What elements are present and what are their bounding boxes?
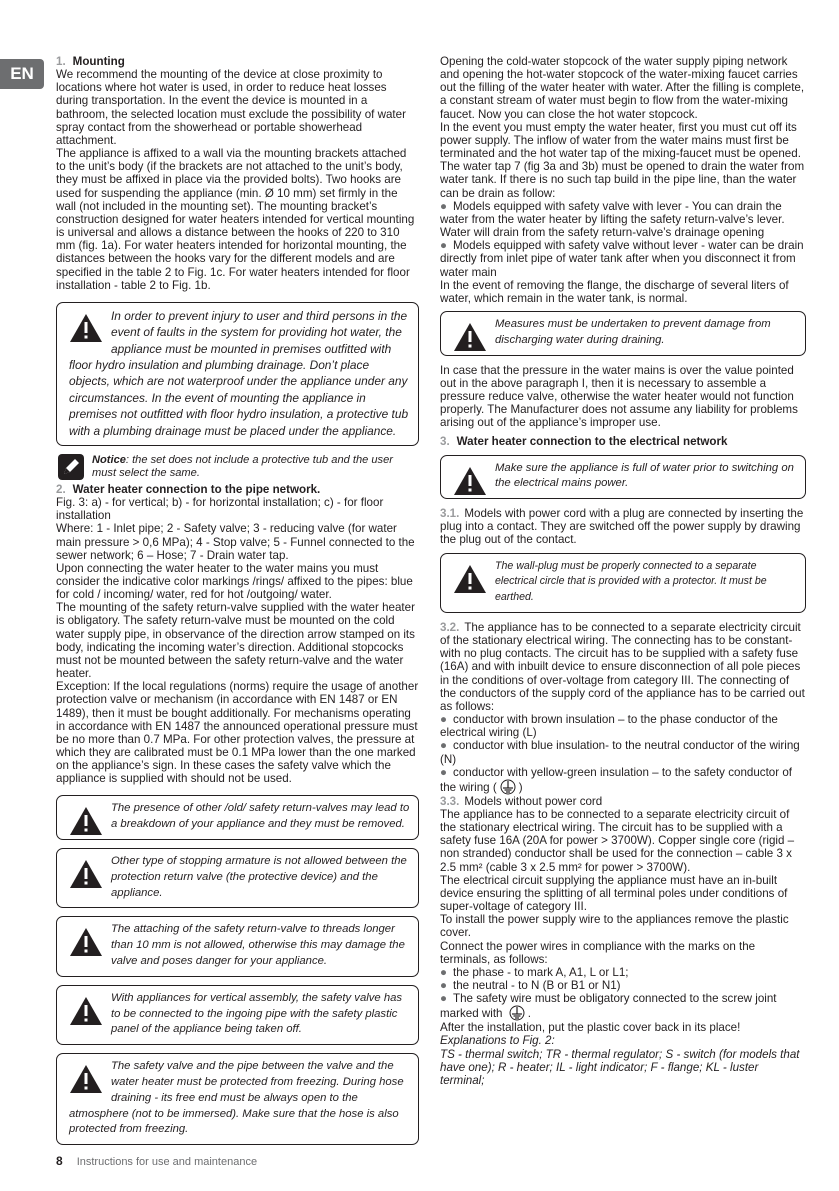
bullet-text-end: ) — [518, 780, 523, 794]
bullet-item — [440, 239, 806, 278]
paragraph: Upon connecting the water heater to the water mains you must consider the indicative color markings /rings/ affixed to the pipes: blue for cold / incoming/ water, red for hot /outgoing/ water. — [56, 561, 413, 602]
bullet-text: conductor with brown insulation – to the phase conductor of the electrical wiring (L) — [440, 713, 778, 740]
bullet-item — [440, 766, 806, 795]
paragraph: The appliance is affixed to a wall via the mounting brackets attached to the unit’s body (if the brackets are not attached to the unit’s body, they must be affixed in place via the provided bolts). Two hooks are used for suspending the appliance (min. Ø 10 mm) set firmly in the wall (not included in the mounting set). The mounting bracket’s construction designed for water heaters intended for vertical mounting is universal and allows a distance between the hooks of 220 to 310 mm (fig. 1a). For water heaters intended for horizontal mounting, the distances between the hooks vary for the different models and are specified in the table 2 to Fig. 1c. For water heaters intended for floor installation - table 2 to Fig. 1b. — [56, 147, 415, 292]
warning-text: The safety valve and the pipe between the valve and the water heater must be protected from freezing. During hose draining - its free end must be always open to the atmosphere (not to be immersed). Make sure that the hose is also protected from freezing. — [69, 1060, 404, 1136]
warning-icon — [453, 322, 487, 352]
warning-icon — [69, 996, 103, 1026]
pencil-icon — [58, 454, 84, 480]
warning-text: Make sure the appliance is full of water prior to switching on the electrical mains power. — [495, 461, 794, 490]
paragraph: To install the power supply wire to the appliances remove the plastic cover. — [440, 913, 789, 940]
subsection-heading — [440, 795, 806, 808]
right-column — [440, 55, 806, 1087]
paragraph: Opening the cold-water stopcock of the water supply piping network and opening the hot-water stopcock of the water-mixing faucet carries out the filling of the water heater with water. After the filling is complete, a constant stream of water must begin to flow from the water-mixing faucet. Now you can close the hot water stopcock. — [440, 55, 805, 121]
bullet-text: Models equipped with safety valve with lever - You can drain the water from the water heater by lifting the safety return-valve’s lever. Water will drain from the safety return-valve’s drainage opening — [440, 199, 785, 240]
paragraph: Where: 1 - Inlet pipe; 2 - Safety valve; 3 - reducing valve (for water main pressure > 0,6 MPa); 4 - Stop valve; 5 - Funnel connected to the sewer network; 6 – Hose; 7 - Drain water tap. — [56, 522, 415, 562]
language-tab: EN — [0, 59, 44, 89]
section-number: 1. — [56, 55, 66, 68]
warning-icon — [69, 859, 103, 889]
paragraph: The mounting of the safety return-valve supplied with the water heater is obligatory. The safety return-valve must be mounted on the cold water supply pipe, in observance of the direction arrow stamped on its body, indicating the incoming water’s direction. Additional stopcocks must not be mounted between the safety return-valve and the water heater. — [56, 601, 415, 681]
warning-text: The presence of other /old/ safety return-valves may lead to a breakdown of your appliance and they must be removed. — [111, 802, 410, 831]
page-footer — [56, 1154, 257, 1168]
bullet-icon: ● — [440, 199, 448, 213]
warning-icon — [69, 1064, 103, 1094]
warning-text: In order to prevent injury to user and third persons in the event of faults in the system for providing hot water, the appliance must be mounted in premises outfitted with floor hydro insulation and plumbing drainage. Don’t place objects, which are not waterproof under the appliance under any circumstances. In the event of mounting the appliance in premises not outfitted with floor hydro insulation, a protective tub with a plumbing drainage must be placed under the appliance. — [69, 308, 409, 438]
bullet-item — [440, 966, 806, 979]
warning-box — [440, 455, 806, 500]
paragraph: Exception: If the local regulations (norms) require the usage of another protection valve or mechanism (in accordance with EN 1487 or EN 1489), then it must be bought additionally. For mechanisms operating in accordance with EN 1487 the announced operational pressure must be no more than 0.7 MPa. For other protection valves, the pressure at which they are calibrated must be 0.1 MPa lower than the one marked on the appliance’s sign. In these cases the safety valve which the appliance is supplied with should not be used. — [56, 680, 419, 786]
earth-ground-icon — [497, 779, 519, 795]
bullet-text: The safety wire must be obligatory connected to the screw joint marked with — [440, 992, 777, 1021]
warning-text: Measures must be undertaken to prevent damage from discharging water during draining. — [495, 317, 771, 346]
paragraph: In the event of removing the flange, the discharge of several liters of water, which remain in the water tank, is normal. — [440, 278, 789, 305]
section-title: Water heater connection to the electrical network — [456, 435, 728, 449]
paragraph: We recommend the mounting of the device at close proximity to locations where hot water is used, in order to reduce heat losses during transportation. In the event the device is mounted in a bathroom, the selected location must exclude the possibility of water spray contact from the showerhead or portable showerhead attachment. — [56, 68, 406, 147]
warning-box — [56, 848, 419, 908]
bullet-item — [440, 739, 806, 765]
paragraph-text: The appliance has to be connected to a separate electricity circuit of the stationary electrical wiring. The connecting has to be constant- with no plug contacts. The circuit has to be supplied with a safety fuse (16A) and with inbuilt device to ensure disconnection of all pole pieces in the conditions of over-voltage from category III. The connecting of the conductors of the supply cord of the appliance has to be carried out as follows: — [440, 620, 805, 713]
section-title: Water heater connection to the pipe network. — [72, 482, 321, 496]
warning-icon — [69, 927, 103, 957]
section-3-heading — [440, 435, 806, 448]
warning-text: Other type of stopping armature is not allowed between the protection return valve (the protective device) and the appliance. — [111, 855, 407, 899]
bullet-text: the neutral - to N (B or B1 or N1) — [453, 979, 621, 993]
bullet-text-end: . — [527, 1007, 531, 1021]
bullet-item — [440, 200, 806, 239]
bullet-icon: ● — [440, 992, 448, 1006]
bullet-text: conductor with yellow-green insulation – to the safety conductor of the wiring ( — [440, 765, 793, 794]
bullet-icon: ● — [440, 713, 448, 727]
section-2-heading — [56, 483, 419, 496]
warning-text: With appliances for vertical assembly, the safety valve has to be connected to the ingoing pipe with the safety plastic panel of the appliance being taken off. — [111, 991, 403, 1036]
warning-box — [440, 553, 806, 613]
left-column — [56, 55, 419, 1153]
warning-text: The attaching of the safety return-valve to threads longer than 10 mm is not allowed, otherwise this may damage the valve and poses danger for your appliance. — [111, 923, 405, 968]
bullet-icon: ● — [440, 239, 448, 253]
subsection-number: 3.2. — [440, 620, 460, 634]
bullet-item — [440, 713, 806, 739]
warning-box — [56, 985, 419, 1045]
bullet-text: the phase - to mark A, A1, L or L1; — [453, 965, 629, 979]
paragraph: Fig. 3: a) - for vertical; b) - for horizontal installation; c) - for floor installation — [56, 496, 384, 523]
subsection-number: 3.1. — [440, 507, 460, 521]
notice — [56, 454, 419, 481]
warning-box — [56, 302, 419, 446]
warning-box — [56, 916, 419, 976]
warning-icon — [453, 466, 487, 496]
subsection-number: 3.3. — [440, 794, 460, 808]
section-number: 2. — [56, 482, 66, 496]
paragraph: After the installation, put the plastic cover back in its place! — [440, 1021, 741, 1035]
warning-box — [56, 795, 419, 840]
paragraph — [440, 507, 806, 546]
bullet-text: Models equipped with safety valve without lever - water can be drain directly from inlet pipe of water tank after when you disconnect it from water main — [440, 239, 804, 279]
subsection-title: Models without power cord — [464, 794, 603, 808]
bullet-icon: ● — [440, 739, 448, 753]
bullet-icon: ● — [440, 979, 448, 993]
notice-label: Notice — [92, 454, 126, 467]
earth-ground-icon — [506, 1005, 528, 1021]
section-1-heading — [56, 55, 419, 68]
warning-icon — [69, 313, 103, 343]
bullet-icon: ● — [440, 965, 448, 979]
warning-icon — [69, 806, 103, 836]
explanations-text: TS - thermal switch; TR - thermal regulator; S - switch (for models that have one); R - heater; IL - light indicator; F - flange; KL - luster terminal; — [440, 1047, 800, 1087]
bullet-icon: ● — [440, 765, 448, 779]
paragraph: In case that the pressure in the water mains is over the value pointed out in the above paragraph I, then it is necessary to assemble a pressure reduce valve, otherwise the water heater would not function properly. The Manufacturer does not assume any liability for problems arising out of the appliance’s improper use. — [440, 363, 798, 430]
warning-box — [56, 1053, 419, 1145]
page-number: 8 — [56, 1154, 63, 1168]
paragraph: In the event you must empty the water heater, first you must cut off its power supply. The inflow of water from the water mains must first be terminated and the hot water tap of the mixing-faucet must be opened. The water tap 7 (fig 3a and 3b) must be opened to drain the water from water tank. If there is no such tap build in the pipe line, than the water can be drain as follow: — [440, 120, 805, 200]
section-title: Mounting — [72, 55, 125, 68]
warning-box — [440, 311, 806, 356]
warning-icon — [453, 564, 487, 594]
paragraph: Connect the power wires in compliance with the marks on the terminals, as follows: — [440, 939, 756, 966]
bullet-item — [440, 992, 806, 1021]
paragraph: The electrical circuit supplying the appliance must have an in-built device ensuring the splitting of all terminal poles under conditions of super-voltage of category III. — [440, 873, 788, 914]
paragraph-text: Models with power cord with a plug are connected by inserting the plug into a contact. They are switched off the power supply by drawing the plug out of the contact. — [440, 507, 804, 547]
notice-text: : the set does not include a protective tub and the user must select the same. — [92, 454, 393, 480]
section-number: 3. — [440, 435, 450, 449]
footer-text: Instructions for use and maintenance — [76, 1156, 258, 1168]
paragraph: The appliance has to be connected to a separate electricity circuit of the stationary electrical wiring. The circuit has to be supplied with a safety fuse 16A (20A for power > 3700W). Copper single core (rigid – non stranded) conductor shall be used for the connection – cable 3 x 2.5 mm² (cable 3 x 2.5 mm² for power > 3700W). — [440, 807, 795, 874]
explanations-title: Explanations to Fig. 2: — [440, 1034, 555, 1048]
paragraph — [440, 621, 806, 713]
bullet-item — [440, 979, 806, 992]
warning-text: The wall-plug must be properly connected to a separate electrical circle that is provided with a protector. It must be earthed. — [495, 559, 767, 604]
bullet-text: conductor with blue insulation- to the neutral conductor of the wiring (N) — [440, 739, 800, 766]
